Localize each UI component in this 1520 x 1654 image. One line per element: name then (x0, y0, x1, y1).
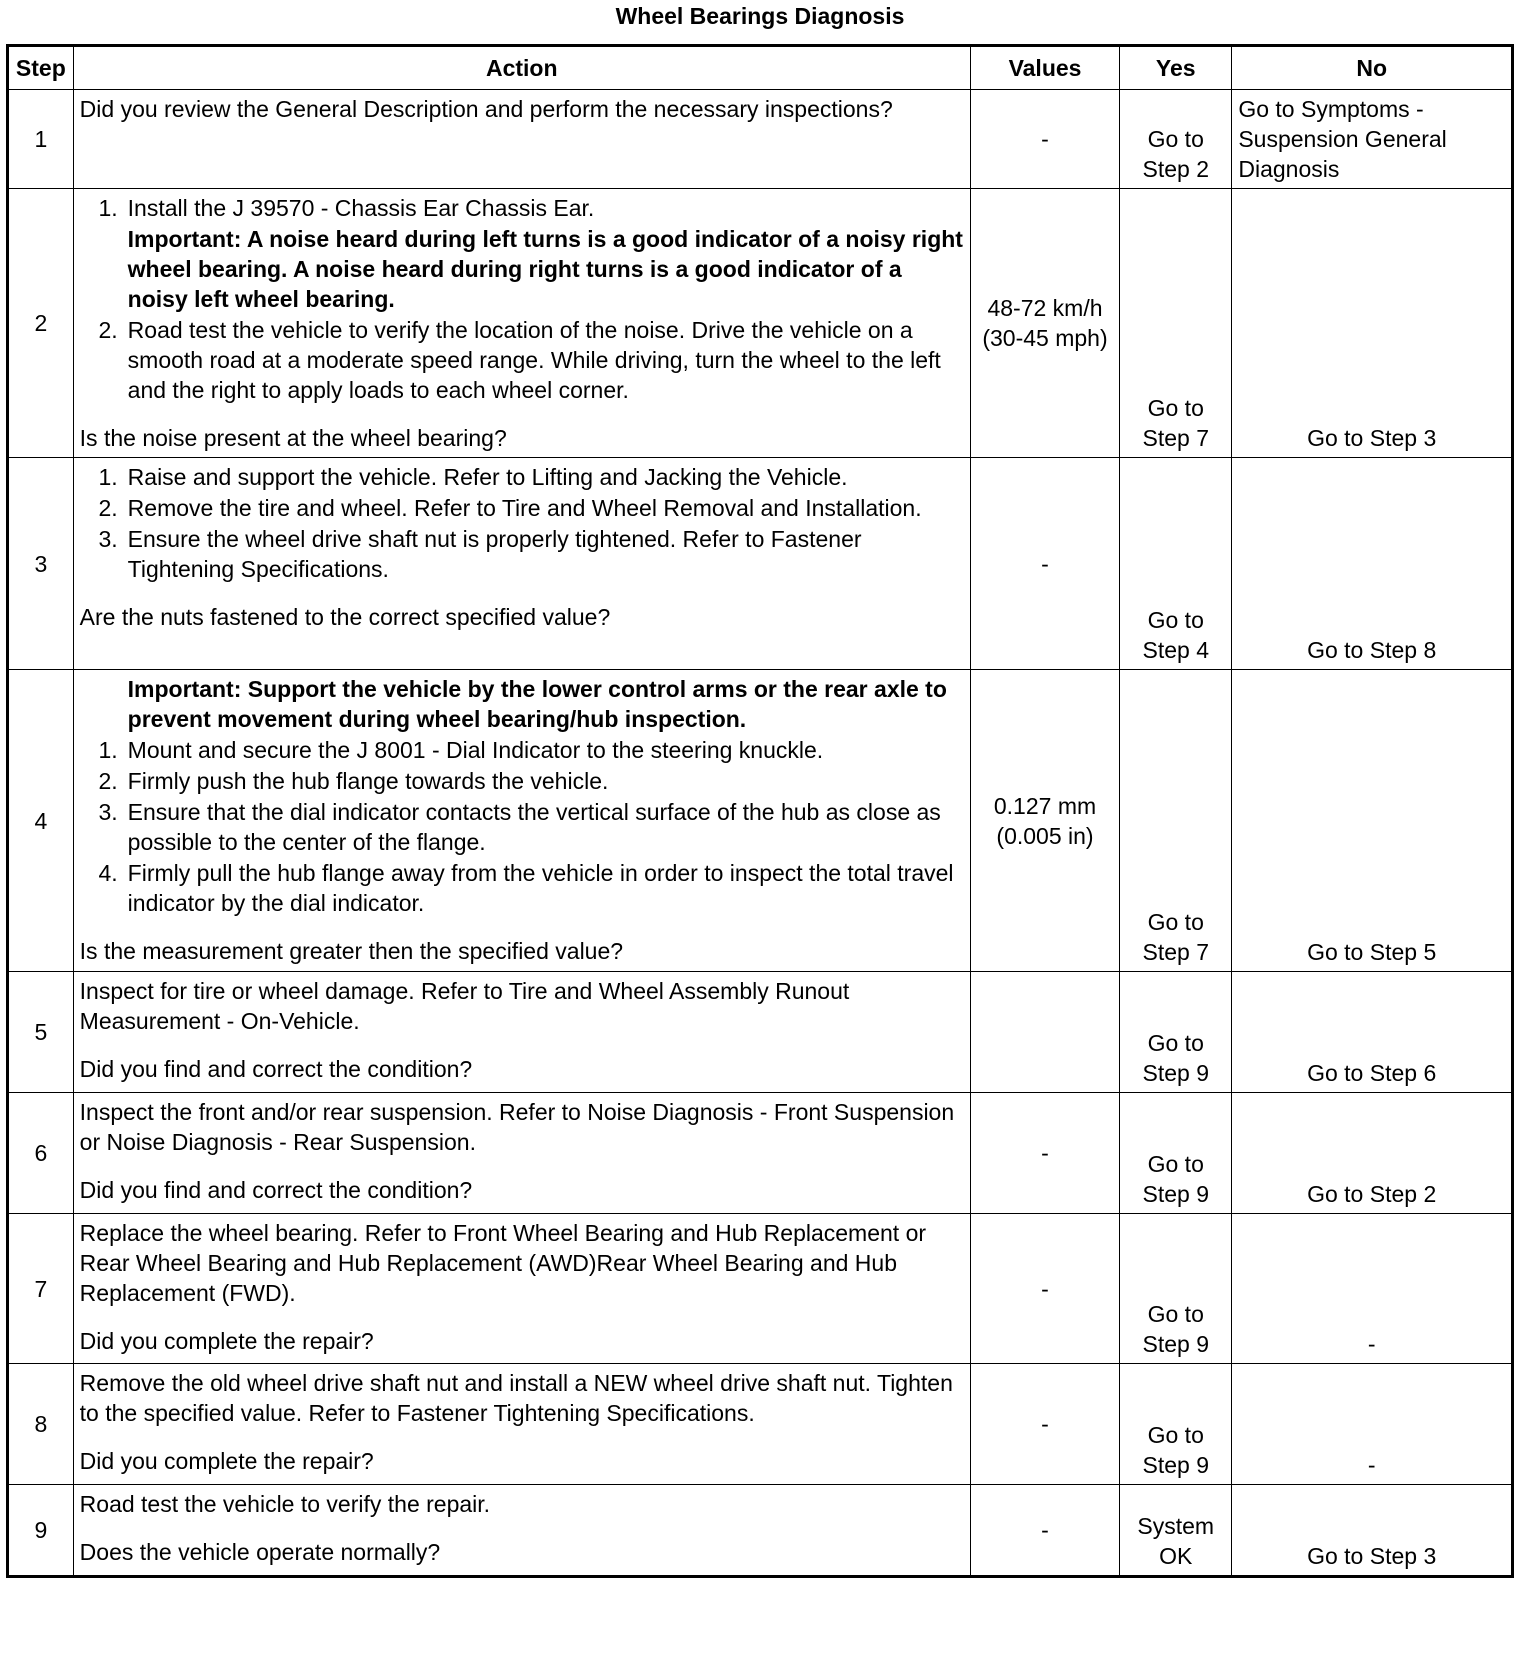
yes-cell: Go to Step 7 (1120, 670, 1232, 972)
list-item: 2. Road test the vehicle to verify the location of the noise. Drive the vehicle on a smooth road at a moderate speed range. While driving, turn the wheel to the left and the right to apply loads to each wheel corner. (98, 317, 941, 403)
step-number: 8 (8, 1364, 74, 1485)
list-item: 1. Raise and support the vehicle. Refer to Lifting and Jacking the Vehicle. (98, 464, 848, 490)
no-cell: - (1232, 1214, 1513, 1364)
values-cell: 48-72 km/h (30-45 mph) (970, 189, 1119, 458)
list-item: 2. Firmly push the hub flange towards the vehicle. (98, 768, 609, 794)
step-number: 7 (8, 1214, 74, 1364)
action-list (80, 193, 964, 223)
important-note: Important: A noise heard during left turns is a good indicator of a noisy right wheel bearing. A noise heard during right turns is a good indicator of a noisy left wheel bearing. (127, 226, 963, 312)
action-question: Did you find and correct the condition? (79, 1177, 473, 1203)
yes-cell: Go to Step 9 (1120, 1214, 1232, 1364)
table-row (8, 1364, 1513, 1485)
values-cell: - (970, 1214, 1119, 1364)
step-number: 6 (8, 1093, 74, 1214)
action-cell (73, 189, 970, 458)
action-list (80, 462, 964, 584)
no-cell: Go to Step 6 (1232, 972, 1513, 1093)
action-cell (73, 972, 970, 1093)
table-row (8, 972, 1513, 1093)
table-row (8, 1214, 1513, 1364)
action-text: Replace the wheel bearing. Refer to Front Wheel Bearing and Hub Replacement or Rear Wheel Bearing and Hub Replacement (AWD)Rear Wheel Bearing and Hub Replacement (FWD). (79, 1220, 927, 1306)
yes-cell: Go to Step 2 (1120, 90, 1232, 189)
yes-cell: Go to Step 9 (1120, 1364, 1232, 1485)
action-question: Is the noise present at the wheel bearing? (79, 425, 507, 451)
values-cell: - (970, 90, 1119, 189)
table-header-row (8, 46, 1513, 90)
no-cell: Go to Symptoms - Suspension General Diagnosis (1232, 90, 1513, 189)
list-item: 3. Ensure the wheel drive shaft nut is properly tightened. Refer to Fastener Tightening Specifications. (98, 526, 862, 582)
step-number: 3 (8, 458, 74, 670)
action-cell (73, 1364, 970, 1485)
action-cell (73, 90, 970, 189)
yes-cell: Go to Step 7 (1120, 189, 1232, 458)
table-row (8, 458, 1513, 670)
no-cell: Go to Step 3 (1232, 1485, 1513, 1577)
step-number: 1 (8, 90, 74, 189)
list-item: 2. Remove the tire and wheel. Refer to Tire and Wheel Removal and Installation. (98, 495, 922, 521)
yes-cell: Go to Step 4 (1120, 458, 1232, 670)
values-cell (970, 972, 1119, 1093)
list-item: 1. Install the J 39570 - Chassis Ear Chassis Ear. (98, 195, 595, 221)
action-cell (73, 1214, 970, 1364)
action-list (80, 315, 964, 405)
step-number: 4 (8, 670, 74, 972)
action-text: Did you review the General Description and perform the necessary inspections? (79, 96, 893, 122)
header-yes: Yes (1120, 46, 1232, 90)
yes-cell: System OK (1120, 1485, 1232, 1577)
yes-cell: Go to Step 9 (1120, 972, 1232, 1093)
values-cell: - (970, 1364, 1119, 1485)
action-text: Remove the old wheel drive shaft nut and install a NEW wheel drive shaft nut. Tighten to the specified value. Refer to Fastener Tightening Specifications. (79, 1370, 953, 1426)
list-item: 3. Ensure that the dial indicator contacts the vertical surface of the hub as close as possible to the center of the flange. (98, 799, 941, 855)
action-list (80, 735, 964, 918)
action-question: Is the measurement greater then the specified value? (79, 938, 624, 964)
action-question: Are the nuts fastened to the correct specified value? (79, 604, 611, 630)
no-cell: Go to Step 3 (1232, 189, 1513, 458)
action-question: Does the vehicle operate normally? (79, 1539, 441, 1565)
values-cell: - (970, 1485, 1119, 1577)
header-step: Step (8, 46, 74, 90)
no-cell: - (1232, 1364, 1513, 1485)
list-item: 1. Mount and secure the J 8001 - Dial Indicator to the steering knuckle. (98, 737, 824, 763)
values-cell: - (970, 458, 1119, 670)
table-row (8, 90, 1513, 189)
no-cell: Go to Step 2 (1232, 1093, 1513, 1214)
diagnosis-table (6, 44, 1514, 1578)
action-cell (73, 458, 970, 670)
table-row (8, 1093, 1513, 1214)
list-item: 4. Firmly pull the hub flange away from the vehicle in order to inspect the total travel indicator by the dial indicator. (98, 860, 954, 916)
action-text: Inspect the front and/or rear suspension. Refer to Noise Diagnosis - Front Suspension or Noise Diagnosis - Rear Suspension. (79, 1099, 955, 1155)
table-row (8, 189, 1513, 458)
action-text: Road test the vehicle to verify the repair. (79, 1491, 491, 1517)
header-values: Values (970, 46, 1119, 90)
table-row (8, 1485, 1513, 1577)
action-cell (73, 1485, 970, 1577)
yes-cell: Go to Step 9 (1120, 1093, 1232, 1214)
action-text: Inspect for tire or wheel damage. Refer to Tire and Wheel Assembly Runout Measurement - On-Vehicle. (79, 978, 850, 1034)
no-cell: Go to Step 5 (1232, 670, 1513, 972)
action-question: Did you complete the repair? (79, 1448, 374, 1474)
no-cell: Go to Step 8 (1232, 458, 1513, 670)
action-question: Did you find and correct the condition? (79, 1056, 473, 1082)
action-question: Did you complete the repair? (79, 1328, 374, 1354)
header-no: No (1232, 46, 1513, 90)
step-number: 5 (8, 972, 74, 1093)
values-cell: - (970, 1093, 1119, 1214)
header-action: Action (73, 46, 970, 90)
step-number: 9 (8, 1485, 74, 1577)
action-cell (73, 1093, 970, 1214)
step-number: 2 (8, 189, 74, 458)
values-cell: 0.127 mm (0.005 in) (970, 670, 1119, 972)
action-cell (73, 670, 970, 972)
page-title: Wheel Bearings Diagnosis (615, 3, 905, 29)
important-note: Important: Support the vehicle by the lower control arms or the rear axle to prevent movement during wheel bearing/hub inspection. (127, 676, 947, 732)
table-row (8, 670, 1513, 972)
